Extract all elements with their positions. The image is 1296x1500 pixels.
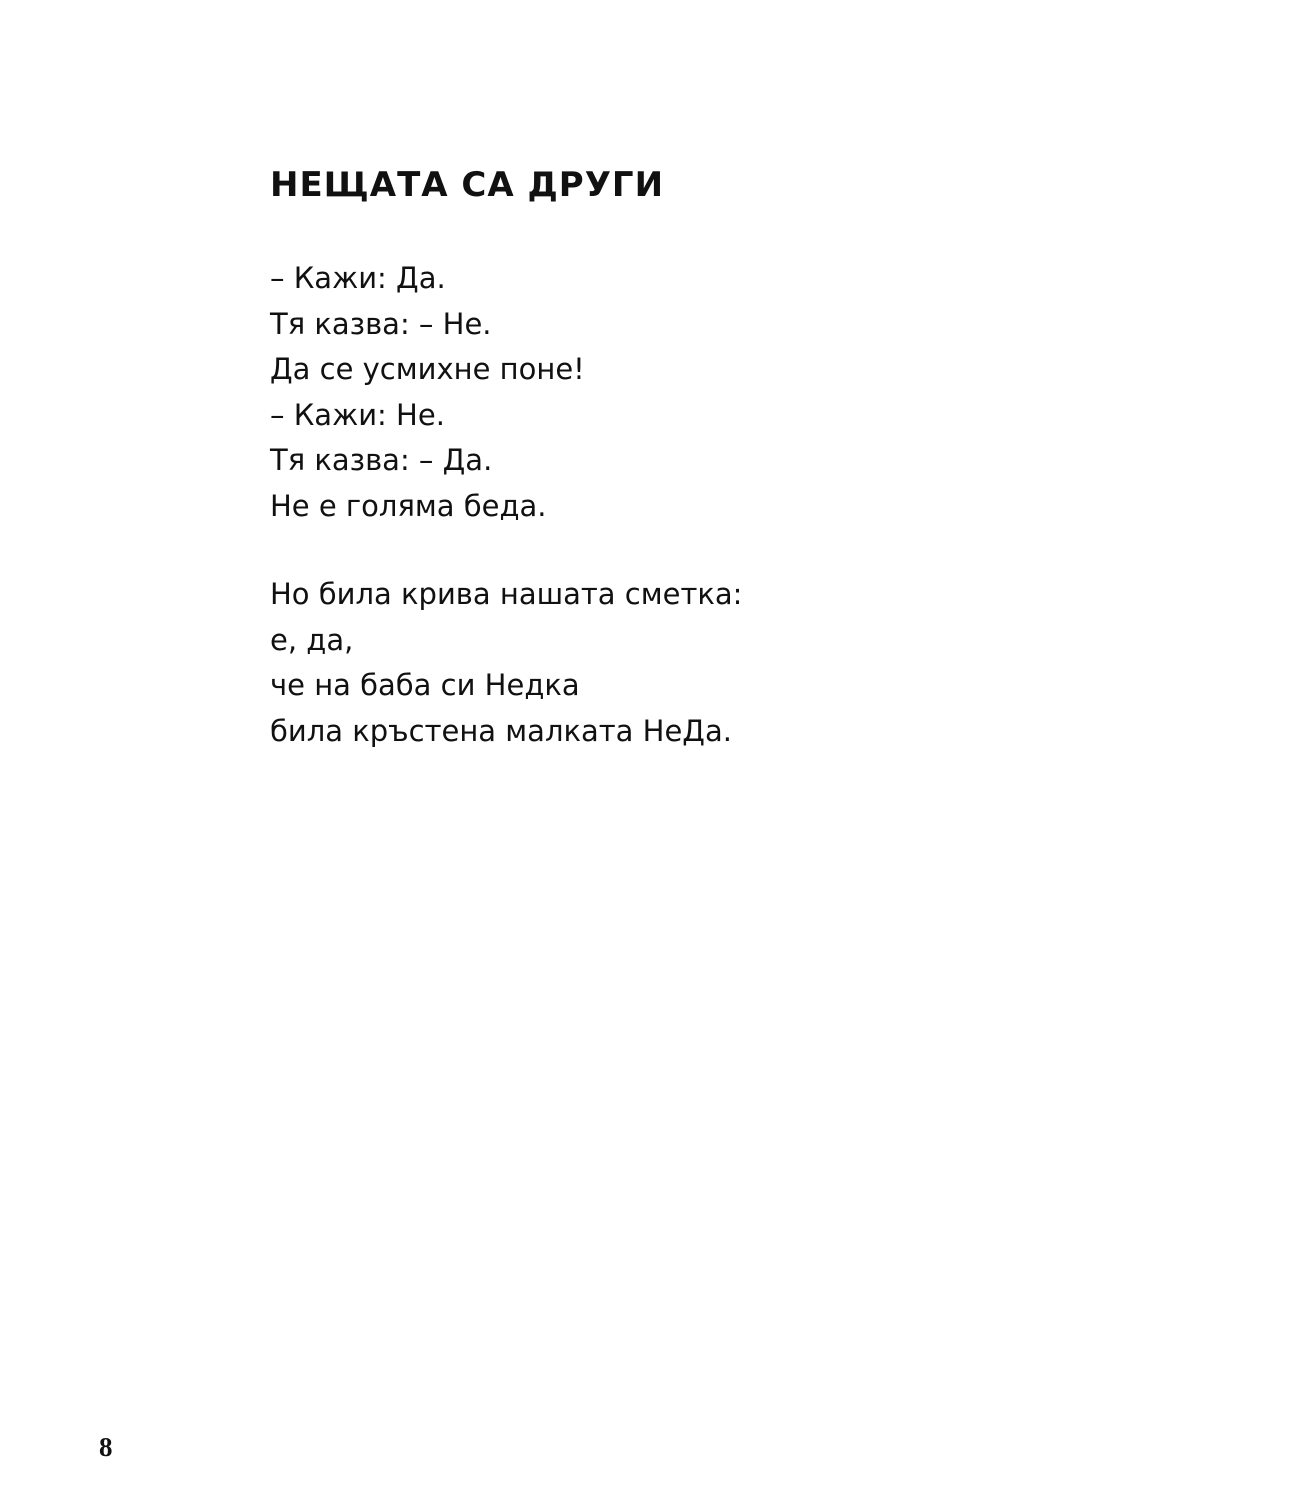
poem-line: – Кажи: Да. bbox=[270, 261, 446, 295]
poem-line: Да се усмихне поне! bbox=[270, 352, 585, 386]
poem-line: Но била крива нашата сметка: bbox=[270, 577, 743, 611]
poem-line: Не е голяма беда. bbox=[270, 488, 547, 523]
poem-line: била кръстена малката НеДа. bbox=[270, 713, 732, 748]
poem-line: Тя казва: – Не. bbox=[270, 306, 492, 341]
stanza-2 bbox=[270, 572, 742, 754]
poem-line: – Кажи: Не. bbox=[270, 397, 445, 432]
poem-line: е, да, bbox=[270, 622, 354, 657]
page-number: 8 bbox=[99, 1432, 113, 1462]
stanza-1 bbox=[270, 256, 585, 529]
poem-line: че на баба си Недка bbox=[270, 668, 580, 702]
poem-title: НЕЩАТА СА ДРУГИ bbox=[270, 165, 665, 205]
poem-line: Тя казва: – Да. bbox=[270, 443, 493, 477]
